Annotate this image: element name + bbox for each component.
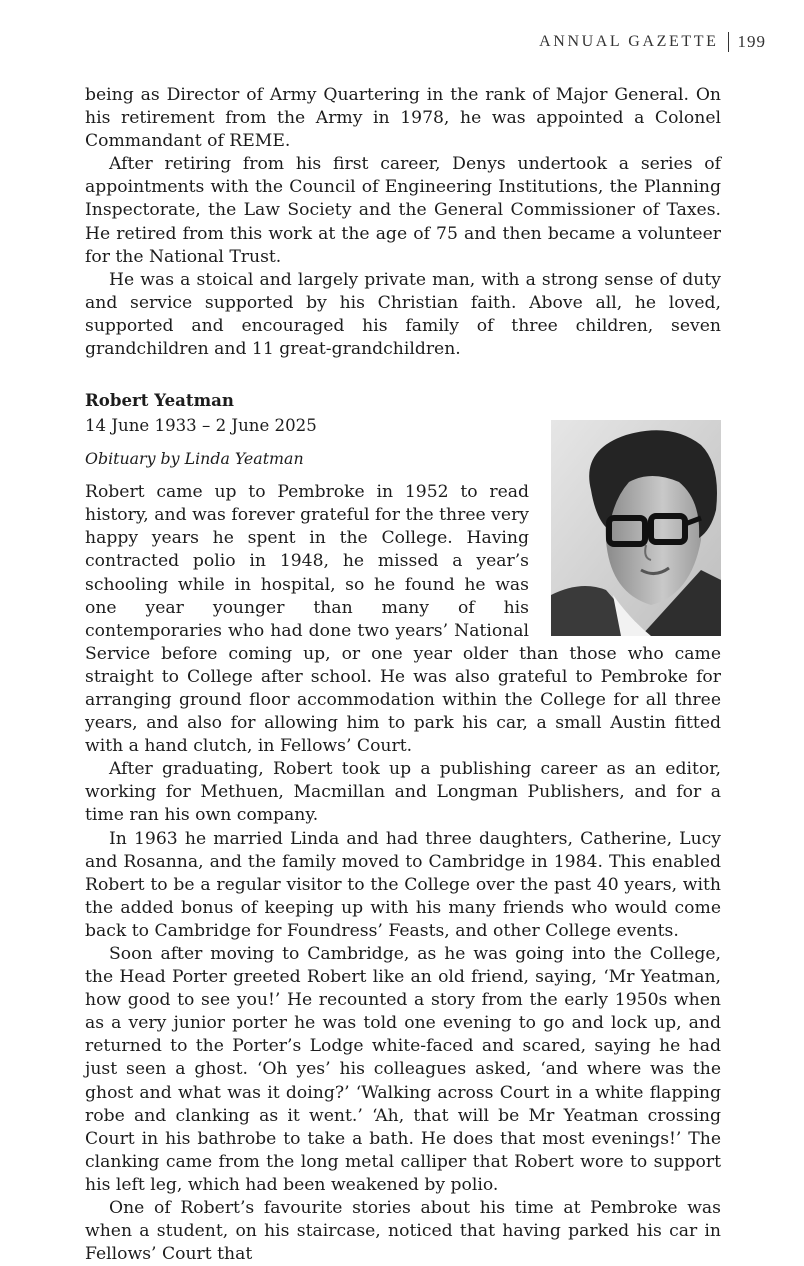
intro-paragraph: After retiring from his first career, Denys undertook a series of appointments with the Council of Engineering Institutions, the Planning Inspectorate, the Law Society and the General Commissioner of Taxes. He retired from this work at the age of 75 and then became a volunteer for the National Trust. [85, 154, 721, 267]
obituary-paragraph: One of Robert’s favourite stories about his time at Pembroke was when a student, on his staircase, noticed that having parked his car in Fellows’ Court that [85, 1198, 721, 1265]
obituary-paragraph: Robert came up to Pembroke in 1952 to read history, and was forever grateful for the three very happy years he spent in the College. Having contracted polio in 1948, he missed a year’s schooling while in hospital, so he found he was one year younger than many of his contemporaries who had done two years’ National Service before coming up, or one year older than those who came straight to College after school. He was also grateful to Pembroke for arranging ground floor accommodation within the College for all three years, and also for allowing him to park his car, a small Austin fitted with a hand clutch, in Fellows’ Court. [85, 482, 721, 757]
page-number: 199 [737, 32, 766, 51]
page-body [85, 84, 721, 1266]
obituary-paragraph: After graduating, Robert took up a publishing career as an editor, working for Methuen, Macmillan and Longman Publishers, and for a time ran his own company. [85, 759, 721, 826]
publication-title: ANNUAL GAZETTE [539, 33, 719, 50]
obituary-paragraph: Soon after moving to Cambridge, as he was going into the College, the Head Porter greeted Robert like an old friend, saying, ‘Mr Yeatman, how good to see you!’ He recounted a story from the early 1950s when as a very junior porter he was told one evening to go and lock up, and returned to the Porter’s Lodge white-faced and scared, saying he had just seen a ghost. ‘Oh yes’ his colleagues asked, ‘and where was the ghost and what was it doing?’ ‘Walking across Court in a white flapping robe and clanking as it went.’ ‘Ah, that will be Mr Yeatman crossing Court in his bathrobe to take a bath. He does that most evenings!’ The clanking came from the long metal calliper that Robert wore to support his left leg, which had been weakened by polio. [85, 944, 721, 1195]
header-divider [728, 32, 729, 52]
obituary-dates: 14 June 1933 – 2 June 2025 [85, 416, 317, 436]
intro-paragraph: being as Director of Army Quartering in the rank of Major General. On his retirement from the Army in 1978, he was appointed a Colonel Commandant of REME. [85, 85, 721, 152]
obituary-paragraph: In 1963 he married Linda and had three daughters, Catherine, Lucy and Rosanna, and the family moved to Cambridge in 1984. This enabled Robert to be a regular visitor to the College over the past 40 years, with the added bonus of keeping up with his many friends who would come back to Cambridge for Foundress’ Feasts, and other College events. [85, 828, 721, 941]
running-header [539, 32, 766, 52]
obituary-name: Robert Yeatman [85, 390, 234, 411]
portrait-image [551, 420, 721, 636]
obituary-section [85, 389, 721, 1266]
portrait-photo [551, 420, 721, 636]
obituary-byline: Obituary by Linda Yeatman [85, 449, 304, 469]
intro-paragraph: He was a stoical and largely private man, with a strong sense of duty and service supported by his Christian faith. Above all, he loved, supported and encouraged his family of three children, seven grandchildren and 11 great-grandchildren. [85, 269, 721, 360]
